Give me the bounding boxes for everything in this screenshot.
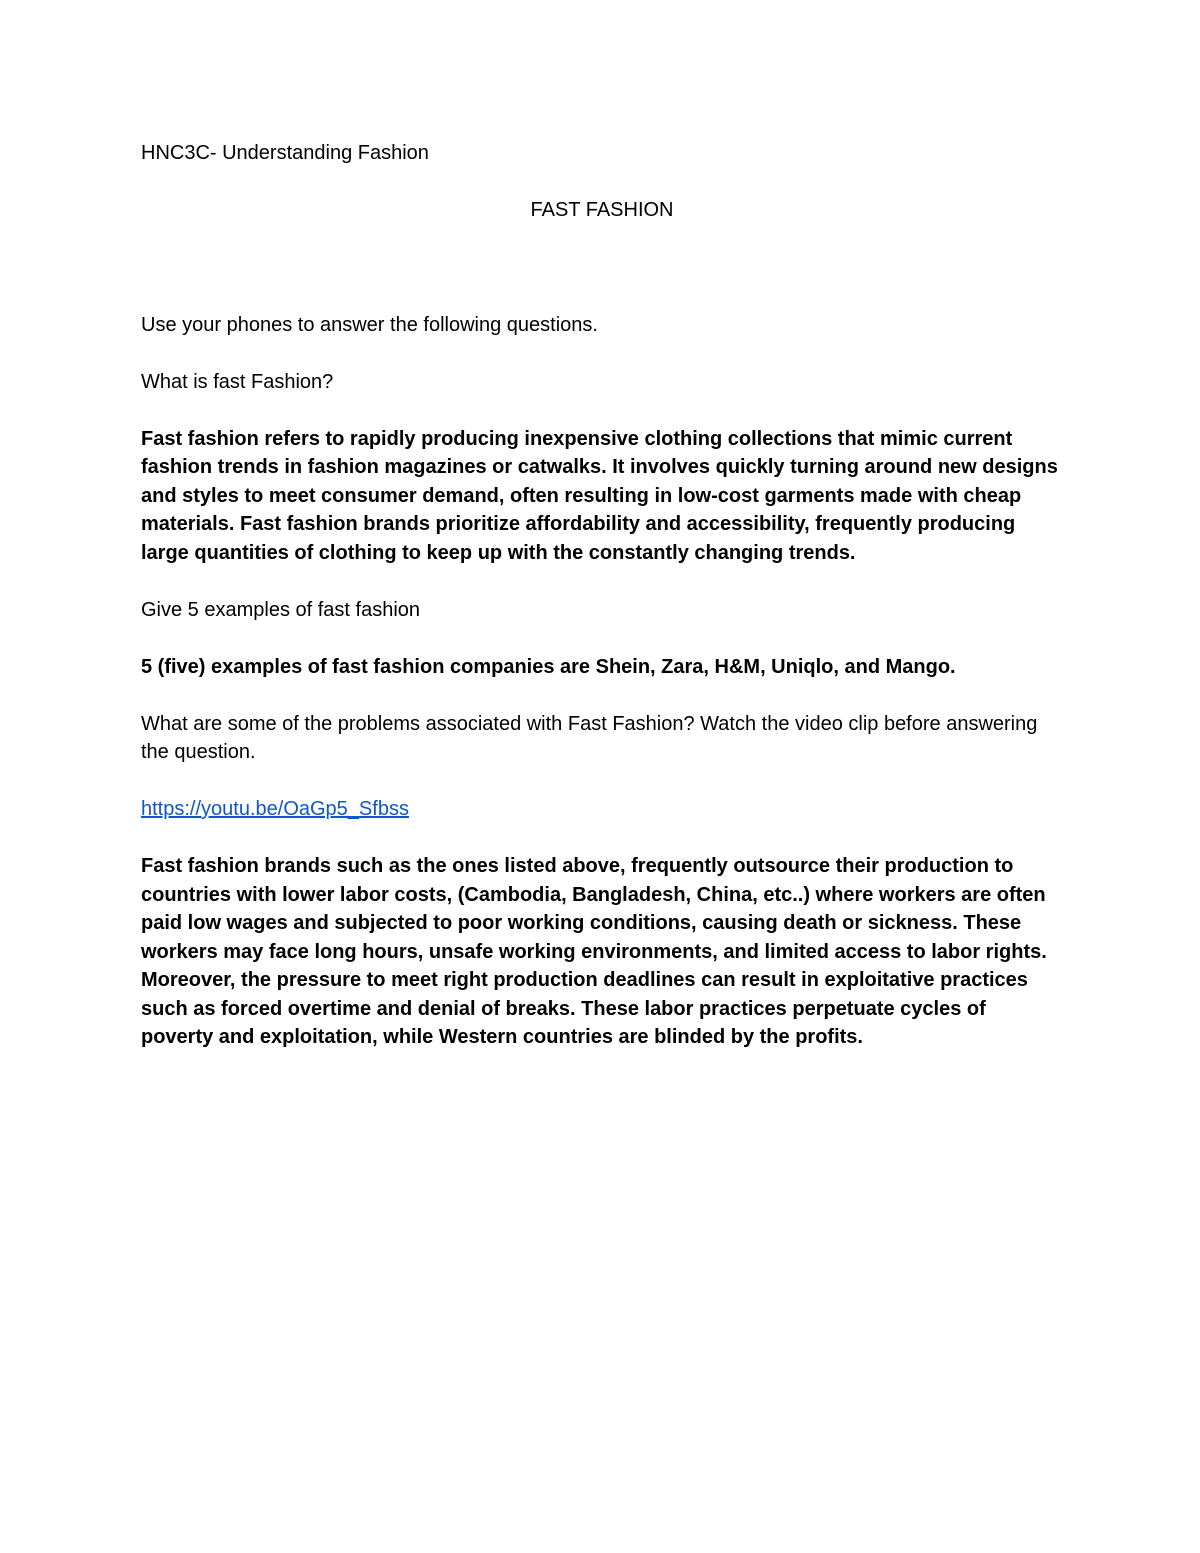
answer-2: 5 (five) examples of fast fashion companies are Shein, Zara, H&M, Uniqlo, and Mango. bbox=[141, 655, 956, 678]
document-heading: FAST FASHION bbox=[530, 199, 674, 221]
question-2: Give 5 examples of fast fashion bbox=[141, 598, 421, 621]
instruction-text: Use your phones to answer the following questions. bbox=[141, 313, 598, 336]
answer-1: Fast fashion refers to rapidly producing inexpensive clothing collections that mimic current fashion trends in fashion magazines or catwalks. It involves quickly turning around new designs and styles to meet consumer demand, often resulting in low-cost garments made with cheap materials. Fast fashion brands prioritize affordability and accessibility, frequently producing large quantities of clothing to keep up with the constantly changing trends. bbox=[141, 427, 1058, 564]
question-3: What are some of the problems associated with Fast Fashion? Watch the video clip before answering the question. bbox=[141, 712, 1038, 763]
course-title: HNC3C- Understanding Fashion bbox=[141, 142, 429, 164]
video-link-paragraph bbox=[141, 795, 1063, 824]
video-link[interactable]: https://youtu.be/OaGp5_Sfbss bbox=[141, 798, 409, 820]
question-1: What is fast Fashion? bbox=[141, 370, 334, 393]
document-body bbox=[141, 139, 1063, 1052]
answer-3: Fast fashion brands such as the ones listed above, frequently outsource their production to countries with lower labor costs, (Cambodia, Bangladesh, China, etc..) where workers are often paid low wages and subjected to poor working conditions, causing death or sickness. These workers may face long hours, unsafe working environments, and limited access to labor rights. Moreover, the pressure to meet right production deadlines can result in exploitative practices such as forced overtime and denial of breaks. These labor practices perpetuate cycles of poverty and exploitation, while Western countries are blinded by the profits. bbox=[141, 855, 1047, 1048]
